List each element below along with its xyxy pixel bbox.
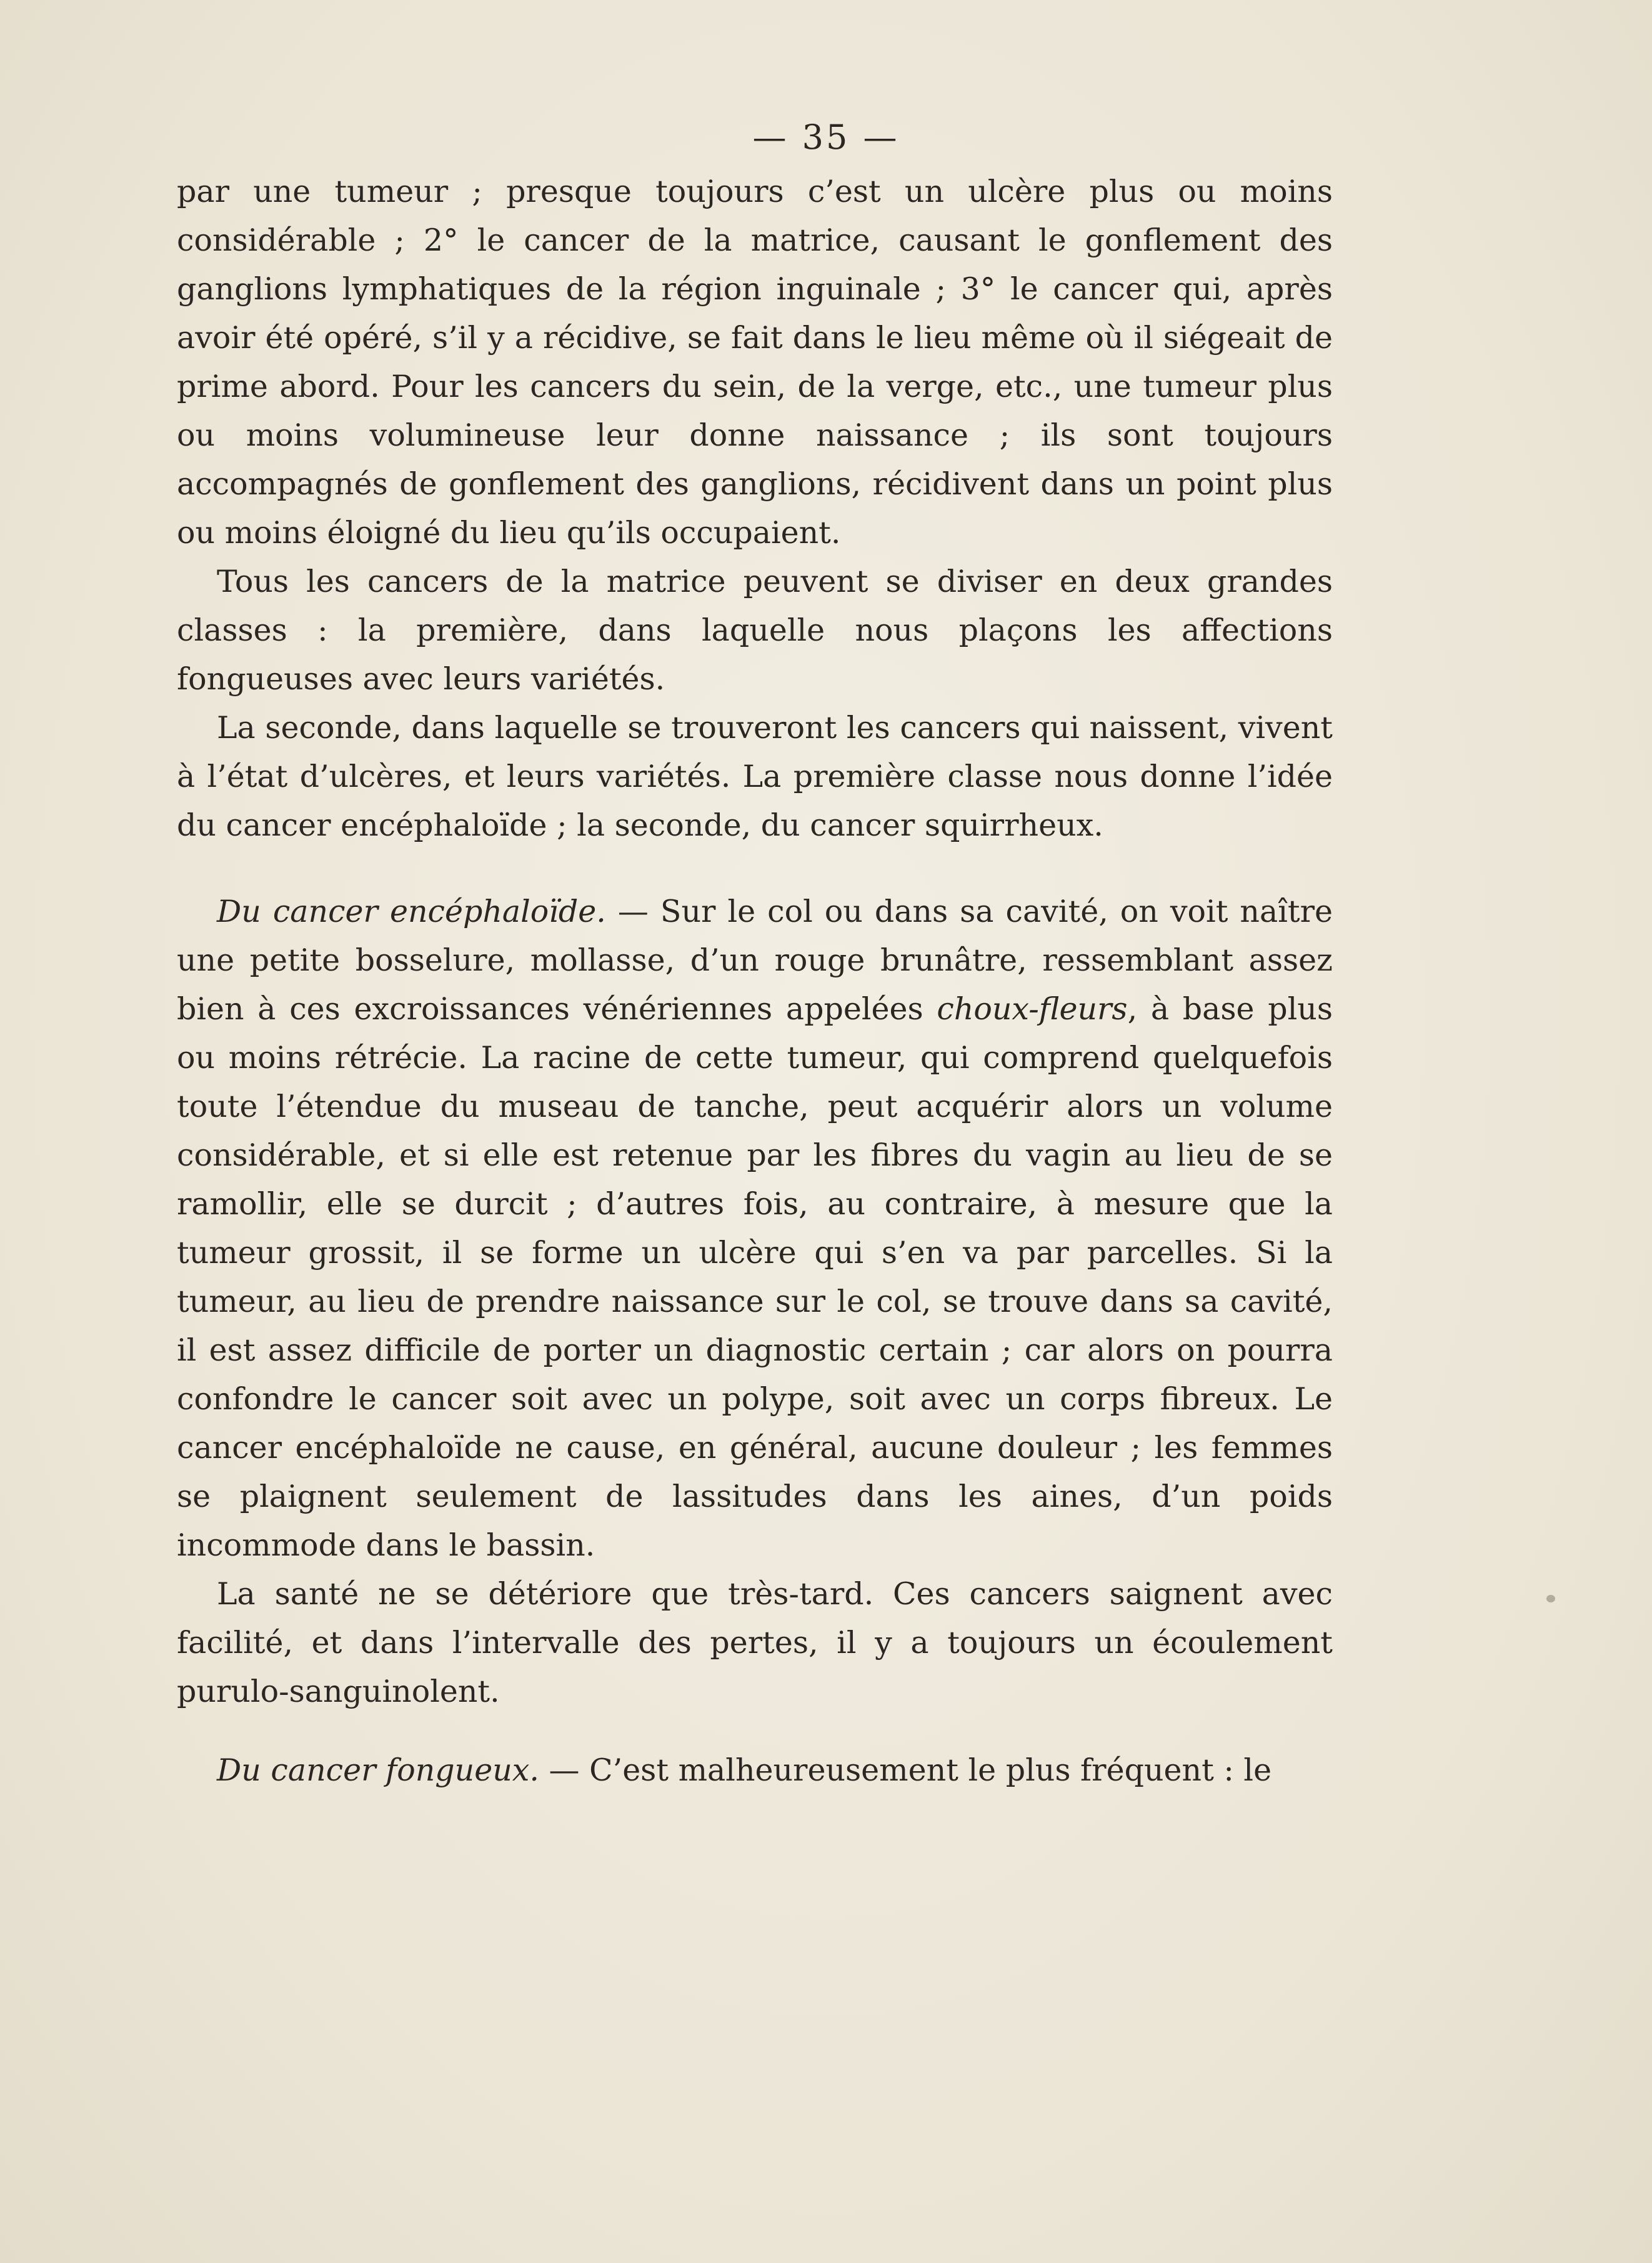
paragraph-encephaloid (177, 887, 1333, 1570)
fongueux-text: — C’est malheureusement le plus fréquent : le (539, 1752, 1272, 1788)
paragraph-classification: Tous les cancers de la matrice peuvent se diviser en deux grandes classes : la première, dans laquelle nous plaçons les affections fongueuses avec leurs variétés. (177, 564, 1333, 697)
encephaloid-text-part-1: — Sur le col ou dans sa cavité, on voit naître une petite bosselure, mollasse, d’un rouge brunâtre, ressemblant assez bien à ces excroissances vénériennes appelées (177, 894, 1333, 1027)
page-number: — 35 — (752, 117, 900, 157)
encephaloid-text-part-2: , à base plus ou moins rétrécie. La racine de cette tumeur, qui comprend quelquefois toute l’étendue du museau de tanche, peut acquérir alors un volume considérable, et si elle est retenue par les fibres du vagin au lieu de se ramollir, elle se durcit ; d’autres fois, au contraire, à mesure que la tumeur grossit, il se forme un ulcère qui s’en va par parcelles. Si la tumeur, au lieu de prendre naissance sur le col, se trouve dans sa cavité, il est assez difficile de porter un diagnostic certain ; car alors on pourra confondre le cancer soit avec un polype, soit avec un corps fibreux. Le cancer encéphaloïde ne cause, en général, aucune douleur ; les femmes se plaignent seulement de lassitudes dans les aines, d’un poids incommode dans le bassin. (177, 991, 1333, 1563)
emphasis-choux-fleurs: choux-fleurs (937, 991, 1128, 1027)
paragraph-second-class: La seconde, dans laquelle se trouveront les cancers qui naissent, vivent à l’état d’ulcères, et leurs variétés. La première classe nous donne l’idée du cancer encéphaloïde ; la seconde, du cancer squirrheux. (177, 710, 1333, 843)
section-title-encephaloid: Du cancer encéphaloïde. (217, 894, 606, 929)
paper-stain (1546, 1595, 1555, 1602)
paragraph-fongueux (177, 1746, 1333, 1795)
paragraph-continuation: par une tumeur ; presque toujours c’est un ulcère plus ou moins considérable ; 2° le cancer de la matrice, causant le gonflement des ganglions lymphatiques de la région inguinale ; 3° le cancer qui, après avoir été opéré, s’il y a récidive, se fait dans le lieu même où il siégeait de prime abord. Pour les cancers du sein, de la verge, etc., une tumeur plus ou moins volumineuse leur donne naissance ; ils sont toujours accompagnés de gonflement des ganglions, récidivent dans un point plus ou moins éloigné du lieu qu’ils occupaient. (177, 174, 1333, 551)
section-title-fongueux: Du cancer fongueux. (217, 1752, 539, 1788)
paragraph-health: La santé ne se détériore que très-tard. Ces cancers saignent avec facilité, et dans l’intervalle des pertes, il y a toujours un écoulement purulo-sanguinolent. (177, 1576, 1333, 1709)
body-text (177, 167, 1333, 1795)
